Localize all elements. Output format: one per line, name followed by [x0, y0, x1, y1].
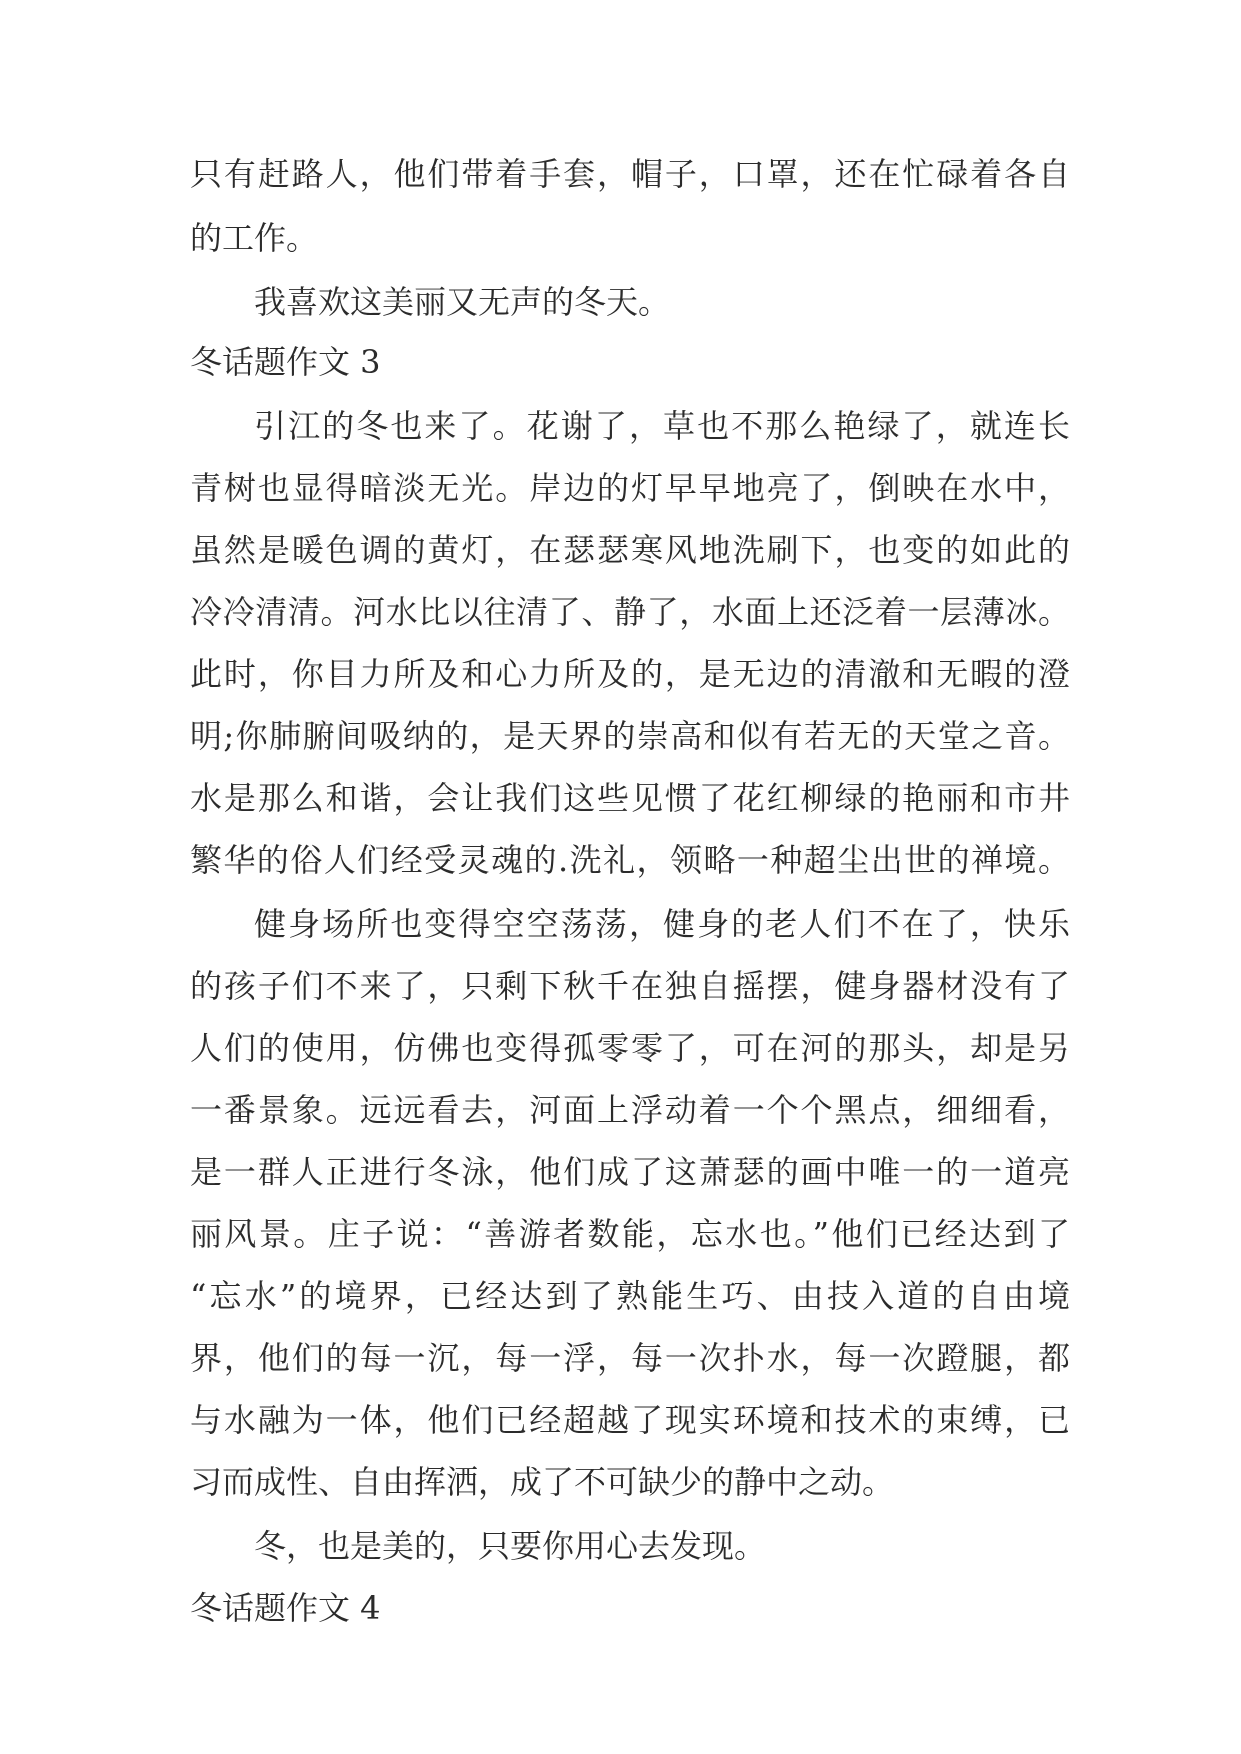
text-line: “忘水”的境界，已经达到了熟能生巧、由技入道的自由境	[190, 1277, 1070, 1315]
text-line: 一番景象。远远看去，河面上浮动着一个个黑点，细细看，	[190, 1091, 1070, 1129]
text-line: 引江的冬也来了。花谢了，草也不那么艳绿了，就连长	[254, 407, 1070, 445]
text-line: 此时，你目力所及和心力所及的，是无边的清澈和无暇的澄	[190, 655, 1070, 693]
text-line: 冷冷清清。河水比以往清了、静了，水面上还泛着一层薄冰。	[190, 593, 1070, 631]
text-line: 健身场所也变得空空荡荡，健身的老人们不在了，快乐	[254, 905, 1070, 943]
section-heading: 冬话题作文 4	[190, 1589, 381, 1627]
text-line: 虽然是暖色调的黄灯，在瑟瑟寒风地洗刷下，也变的如此的	[190, 531, 1070, 569]
text-line: 冬，也是美的，只要你用心去发现。	[254, 1527, 767, 1565]
text-line: 明;你肺腑间吸纳的，是天界的崇高和似有若无的天堂之音。	[190, 717, 1070, 755]
text-line: 丽风景。庄子说：“善游者数能，忘水也。”他们已经达到了	[190, 1215, 1070, 1253]
text-line: 我喜欢这美丽又无声的冬天。	[254, 283, 671, 321]
text-line: 人们的使用，仿佛也变得孤零零了，可在河的那头，却是另	[190, 1029, 1070, 1067]
section-heading: 冬话题作文 3	[190, 343, 381, 381]
text-line: 习而成性、自由挥洒，成了不可缺少的静中之动。	[190, 1463, 895, 1501]
text-line: 的工作。	[190, 219, 319, 257]
text-line: 青树也显得暗淡无光。岸边的灯早早地亮了，倒映在水中，	[190, 469, 1070, 507]
text-line: 是一群人正进行冬泳，他们成了这萧瑟的画中唯一的一道亮	[190, 1153, 1070, 1191]
text-line: 繁华的俗人们经受灵魂的.洗礼，领略一种超尘出世的禅境。	[190, 841, 1070, 879]
text-line: 水是那么和谐，会让我们这些见惯了花红柳绿的艳丽和市井	[190, 779, 1070, 817]
text-line: 的孩子们不来了，只剩下秋千在独自摇摆，健身器材没有了	[190, 967, 1070, 1005]
text-line: 界，他们的每一沉，每一浮，每一次扑水，每一次蹬腿，都	[190, 1339, 1070, 1377]
text-line: 与水融为一体，他们已经超越了现实环境和技术的束缚，已	[190, 1401, 1070, 1439]
text-line: 只有赶路人，他们带着手套，帽子，口罩，还在忙碌着各自	[190, 155, 1070, 193]
